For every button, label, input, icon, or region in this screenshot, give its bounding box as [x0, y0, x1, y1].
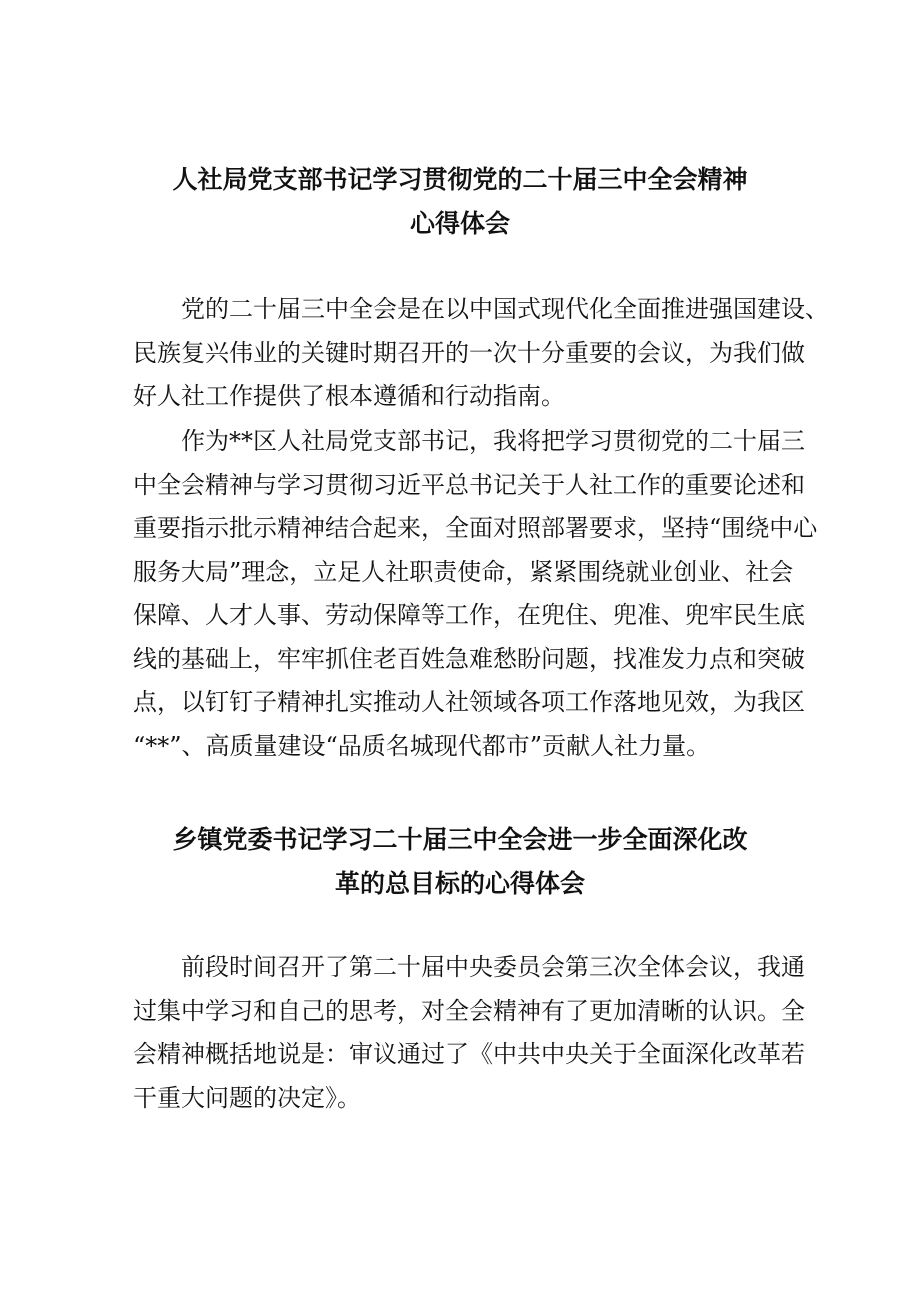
article-2-title	[130, 818, 790, 906]
article-1-title	[130, 158, 790, 246]
paragraph-line: 过集中学习和自己的思考，对全会精神有了更加清晰的认识。全	[133, 996, 805, 1025]
article-2-title-line: 乡镇党委书记学习二十届三中全会进一步全面深化改	[172, 825, 748, 854]
paragraph-line: 中全会精神与学习贯彻习近平总书记关于人社工作的重要论述和	[133, 470, 805, 499]
paragraph-line: 保障、人才人事、劳动保障等工作，在兜住、兜准、兜牢民生底	[133, 601, 805, 629]
paragraph-line: 前段时间召开了第二十届中央委员会第三次全体会议，我通	[181, 953, 805, 981]
paragraph-line: 点，以钉钉子精神扎实推动人社领域各项工作落地见效，为我区	[133, 688, 805, 716]
paragraph-line: 重要指示批示精神结合起来，全面对照部署要求，坚持“围绕中心	[133, 514, 818, 542]
paragraph-line: “**”、高质量建设“品质名城现代都市”贡献人社力量。	[133, 731, 711, 760]
paragraph-line: 好人社工作提供了根本遵循和行动指南。	[133, 382, 565, 410]
article-2-title-line: 革的总目标的心得体会	[334, 869, 585, 898]
article-1-title-line: 心得体会	[409, 209, 510, 238]
article-1-paragraph-1	[133, 288, 829, 419]
paragraph-line: 会精神概括地说是：审议通过了《中共中央关于全面深化改革若	[133, 1040, 805, 1068]
paragraph-line: 服务大局”理念，立足人社职责使命，紧紧围绕就业创业、社会	[133, 557, 794, 586]
article-1-paragraph-2	[133, 420, 818, 768]
paragraph-line: 线的基础上，牢牢抓住老百姓急难愁盼问题，找准发力点和突破	[133, 644, 805, 673]
article-2-paragraph-1	[133, 946, 805, 1120]
paragraph-line: 作为**区人社局党支部书记，我将把学习贯彻党的二十届三	[181, 427, 805, 455]
paragraph-line: 民族复兴伟业的关键时期召开的一次十分重要的会议，为我们做	[133, 338, 805, 367]
paragraph-line: 干重大问题的决定》。	[133, 1083, 361, 1112]
paragraph-line: 党的二十届三中全会是在以中国式现代化全面推进强国建设、	[181, 295, 829, 323]
article-1-title-line: 人社局党支部书记学习贯彻党的二十届三中全会精神	[172, 165, 748, 194]
